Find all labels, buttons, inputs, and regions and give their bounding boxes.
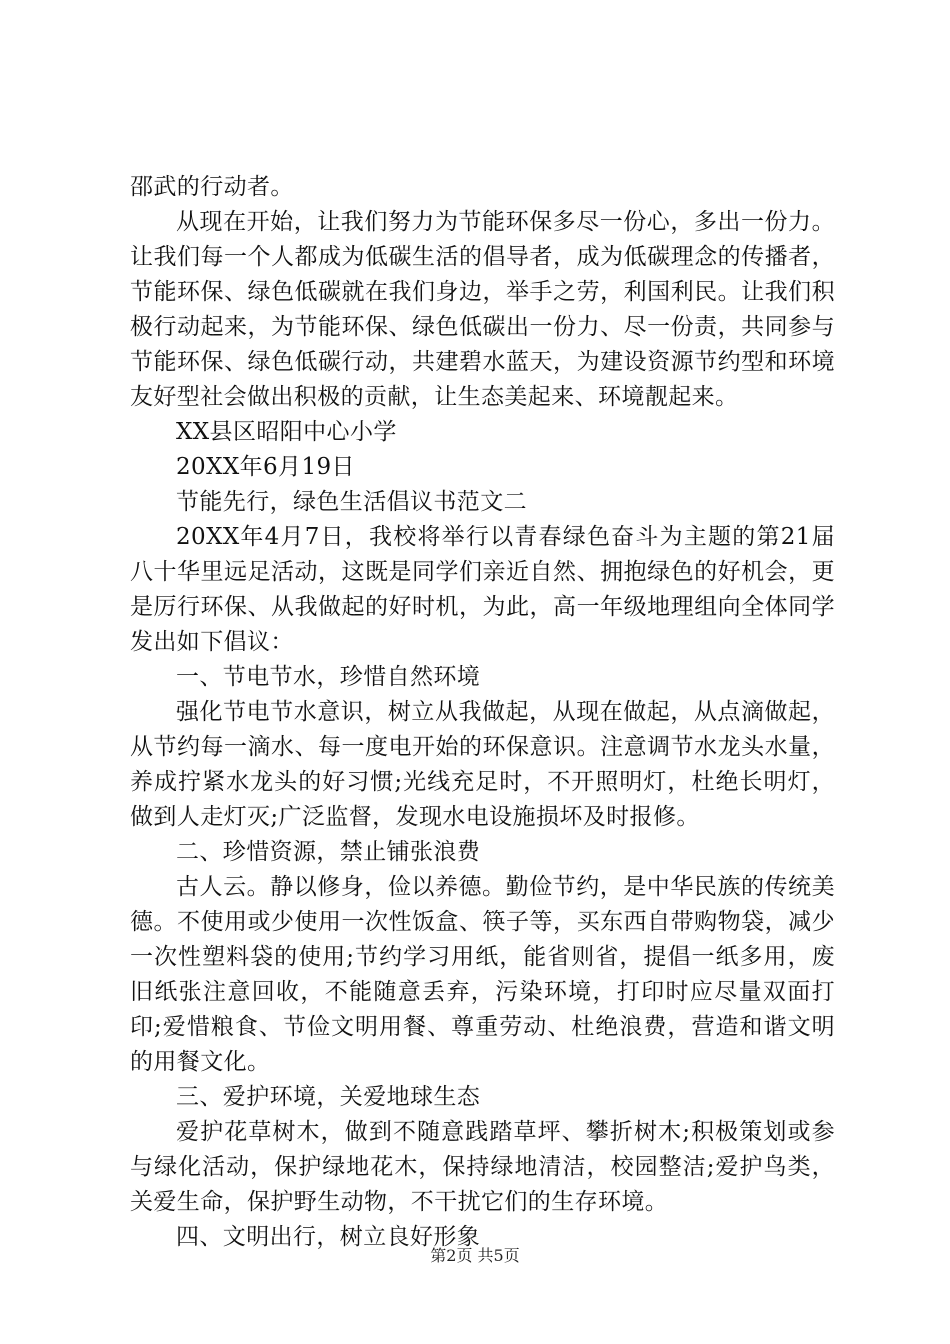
- paragraph: 强化节电节水意识，树立从我做起，从现在做起，从点滴做起，从节约每一滴水、每一度电开始的环保意识。注意调节水龙头水量，养成拧紧水龙头的好习惯;光线充足时，不开照明灯，杜绝长明灯，做到人走灯灭;广泛监督，发现水电设施损坏及时报修。: [130, 699, 835, 830]
- paragraph: 20XX年4月7日，我校将举行以青春绿色奋斗为主题的第21届八十华里远足活动，这既是同学们亲近自然、拥抱绿色的好机会，更是厉行环保、从我做起的好时机，为此，高一年级地理组向全体同学发出如下倡议：: [130, 524, 835, 655]
- paragraph: 爱护花草树木，做到不随意践踏草坪、攀折树木;积极策划或参与绿化活动，保护绿地花木，保持绿地清洁，校园整洁;爱护鸟类，关爱生命，保护野生动物，不干扰它们的生存环境。: [130, 1119, 835, 1215]
- signature-school: XX县区昭阳中心小学: [176, 419, 397, 445]
- signature-date: 20XX年6月19日: [176, 454, 355, 480]
- heading-one: 一、节电节水，珍惜自然环境: [176, 664, 481, 690]
- paragraph: 古人云。静以修身，俭以养德。勤俭节约，是中华民族的传统美德。不使用或少使用一次性饭盒、筷子等，买东西自带购物袋，减少一次性塑料袋的使用;节约学习用纸，能省则省，提倡一纸多用，废旧纸张注意回收，不能随意丢弃，污染环境，打印时应尽量双面打印;爱惜粮食、节俭文明用餐、尊重劳动、杜绝浪费，营造和谐文明的用餐文化。: [130, 874, 835, 1075]
- paragraph: 从现在开始，让我们努力为节能环保多尽一份心，多出一份力。让我们每一个人都成为低碳生活的倡导者，成为低碳理念的传播者，节能环保、绿色低碳就在我们身边，举手之劳，利国利民。让我们积极行动起来，为节能环保、绿色低碳出一份力、尽一份责，共同参与节能环保、绿色低碳行动，共建碧水蓝天，为建设资源节约型和环境友好型社会做出积极的贡献，让生态美起来、环境靓起来。: [130, 209, 835, 410]
- heading-two: 二、珍惜资源，禁止铺张浪费: [176, 839, 481, 865]
- document-body: [130, 170, 835, 1255]
- page-number: 第2页 共5页: [430, 1246, 520, 1265]
- section-title: 节能先行，绿色生活倡议书范文二: [176, 489, 527, 515]
- paragraph: 邵武的行动者。: [130, 174, 294, 200]
- heading-three: 三、爱护环境，关爱地球生态: [176, 1084, 481, 1110]
- heading-four: 四、文明出行，树立良好形象: [176, 1224, 481, 1250]
